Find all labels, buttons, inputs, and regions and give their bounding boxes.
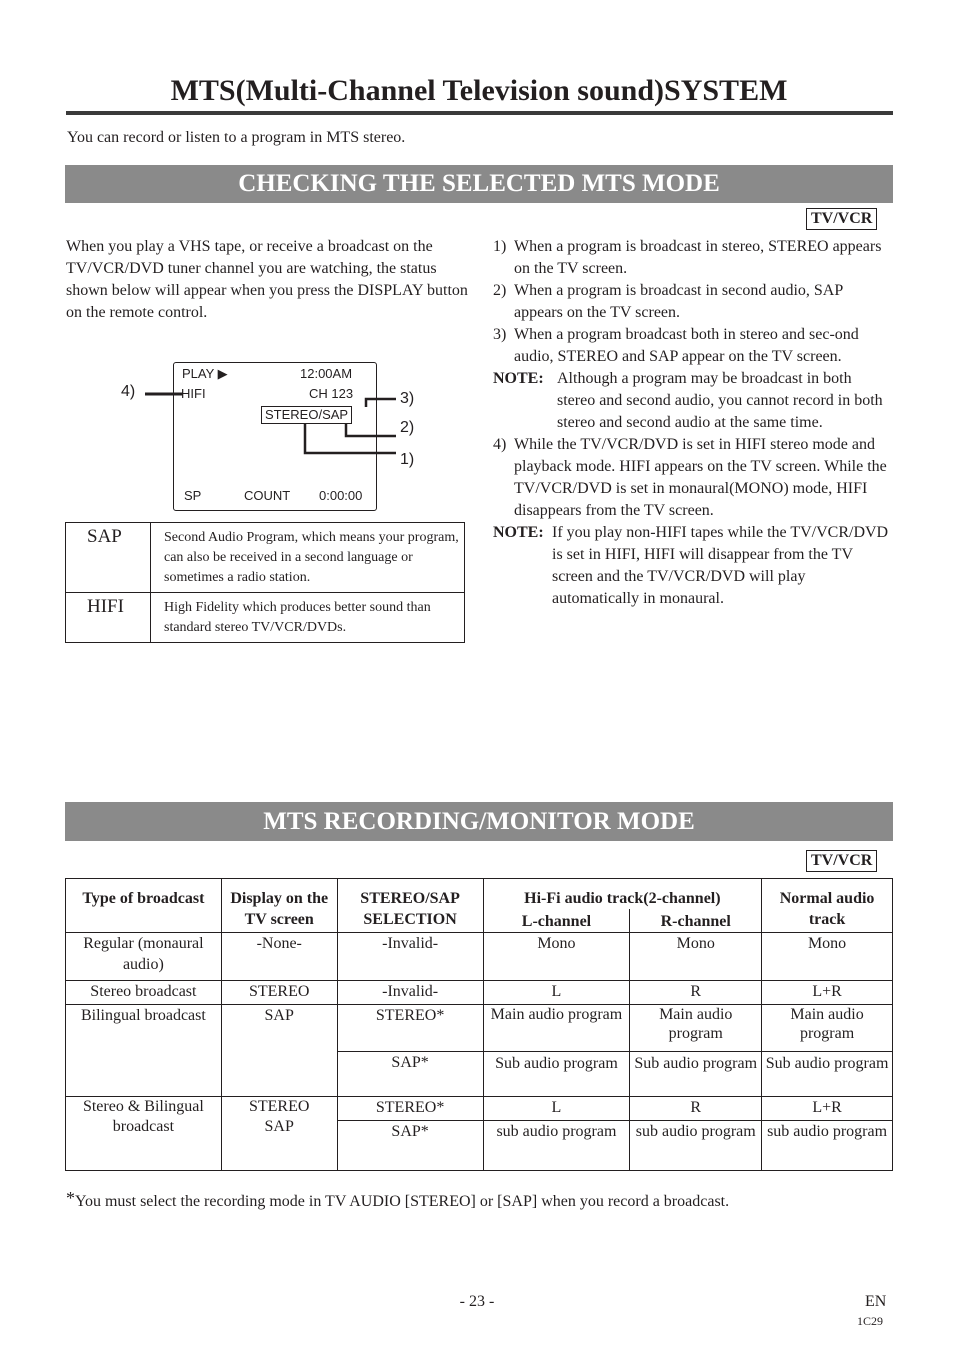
osd-hifi: HIFI: [181, 386, 206, 401]
callout-line-1: [305, 423, 396, 453]
list-item: 2) When a program is broadcast in second audio, SAP appears on the TV screen.: [493, 282, 843, 321]
table-row: [66, 981, 893, 1005]
cell-r: sub audio program: [630, 1121, 762, 1171]
glossary-table: [65, 522, 465, 643]
cell-r: Sub audio program: [630, 1052, 762, 1097]
osd-time: 12:00AM: [300, 366, 353, 381]
glossary-row: [66, 593, 465, 643]
tv-vcr-badge: TV/VCR: [806, 208, 877, 230]
cell-r: Main audio program: [630, 1005, 762, 1052]
table-row: [66, 933, 893, 981]
cell-display: [221, 1097, 337, 1171]
play-icon: ▶: [217, 366, 228, 381]
intro-text: You can record or listen to a program in MTS stereo.: [67, 129, 406, 146]
footnote: [66, 1188, 729, 1211]
cell-type: Stereo broadcast: [66, 981, 222, 1005]
mts-notes: [493, 236, 893, 610]
glossary-term: HIFI: [66, 593, 151, 643]
header-normal: Normal audio track: [762, 879, 893, 933]
callout-line-3: [366, 399, 396, 407]
cell-type: Bilingual broadcast: [66, 1005, 222, 1097]
callout-2: 2): [400, 419, 415, 436]
cell-l: Mono: [483, 933, 630, 981]
table-row: [66, 1005, 893, 1052]
callout-4: 4): [121, 383, 136, 400]
cell-r: R: [630, 981, 762, 1005]
cell-type: Regular (monaural audio): [66, 933, 222, 981]
page-number: - 23 -: [459, 1293, 495, 1310]
osd-play: PLAY ▶: [182, 366, 228, 381]
header-display: Display on the TV screen: [221, 879, 337, 933]
display-stereo: STEREO: [248, 1098, 310, 1115]
table-header-row: [66, 879, 893, 910]
display-instructions: When you play a VHS tape, or receive a broadcast on the TV/VCR/DVD tuner channel you are watching, the status shown below will appear when you press the DISPLAY button on the remote control.: [66, 238, 468, 321]
tv-vcr-badge: TV/VCR: [806, 850, 877, 872]
header-hifi: Hi-Fi audio track(2-channel): [483, 879, 762, 910]
list-item: 4) While the TV/VCR/DVD is set in HIFI stereo mode and playback mode. HIFI appears on the TV screen. While the TV/VCR/DVD is set in monaural(MONO) mode, HIFI disappears from the TV screen.: [493, 436, 887, 519]
osd-count: 0:00:00: [319, 488, 363, 503]
section-heading-recording: MTS RECORDING/MONITOR MODE: [65, 802, 893, 841]
cell-display: SAP: [221, 1005, 337, 1097]
display-sap: SAP: [264, 1118, 294, 1135]
header-selection: STEREO/SAP SELECTION: [337, 879, 483, 933]
table-row: [66, 1097, 893, 1121]
list-item: 1) When a program is broadcast in stereo, STEREO appears on the TV screen.: [493, 238, 882, 277]
cell-l: Main audio program: [483, 1005, 630, 1052]
callout-1: 1): [400, 451, 415, 468]
note: NOTE: Although a program may be broadcast in both stereo and second audio, you cannot record in both stereo and second audio at the same time.: [493, 370, 883, 431]
cell-selection: STEREO*: [337, 1005, 483, 1052]
glossary-term: SAP: [66, 523, 151, 593]
cell-l: Sub audio program: [483, 1052, 630, 1097]
cell-l: L: [483, 981, 630, 1005]
mts-mode-table: [65, 878, 893, 1171]
cell-display: -None-: [221, 933, 337, 981]
glossary-definition: High Fidelity which produces better sound than standard stereo TV/VCR/DVDs.: [151, 593, 465, 643]
header-r-channel: R-channel: [630, 909, 762, 933]
note: NOTE: If you play non-HIFI tapes while the TV/VCR/DVD is set in HIFI, HIFI will disappear from the TV screen and the TV/VCR/DVD will play automatically in monaural.: [493, 524, 889, 607]
glossary-row: [66, 523, 465, 593]
callout-line-2: [346, 423, 396, 436]
language-code: EN: [865, 1293, 887, 1310]
osd-stereo-sap: STEREO/SAP: [261, 406, 352, 424]
osd-count-label: COUNT: [244, 488, 291, 503]
osd-channel: CH 123: [309, 386, 354, 401]
cell-normal: Sub audio program: [762, 1052, 893, 1097]
cell-l: sub audio program: [483, 1121, 630, 1171]
cell-r: R: [630, 1097, 762, 1121]
list-item: 3) When a program broadcast both in stereo and sec-ond audio, STEREO and SAP appear on the TV screen.: [493, 326, 859, 365]
footnote-mark: *: [66, 1188, 75, 1208]
cell-r: Mono: [630, 933, 762, 981]
cell-normal: Main audio program: [762, 1005, 893, 1052]
cell-selection: SAP*: [337, 1052, 483, 1097]
cell-display: STEREO: [221, 981, 337, 1005]
cell-l: L: [483, 1097, 630, 1121]
cell-type: Stereo & Bilingual broadcast: [66, 1097, 222, 1171]
cell-selection: -Invalid-: [337, 933, 483, 981]
cell-normal: Mono: [762, 933, 893, 981]
cell-normal: sub audio program: [762, 1121, 893, 1171]
cell-selection: SAP*: [337, 1121, 483, 1171]
callout-3: 3): [400, 390, 415, 407]
glossary-definition: Second Audio Program, which means your program, can also be received in a second language or sometimes a radio station.: [151, 523, 465, 593]
osd-sp: SP: [184, 488, 202, 503]
document-code: 1C29: [857, 1314, 884, 1328]
header-l-channel: L-channel: [483, 909, 630, 933]
cell-normal: L+R: [762, 1097, 893, 1121]
footnote-text: You must select the recording mode in TV AUDIO [STEREO] or [SAP] when you record a broadcast.: [75, 1193, 730, 1210]
section-heading-checking: CHECKING THE SELECTED MTS MODE: [65, 165, 893, 203]
cell-selection: STEREO*: [337, 1097, 483, 1121]
cell-normal: L+R: [762, 981, 893, 1005]
page-title: MTS(Multi-Channel Television sound)SYSTEM: [170, 74, 788, 107]
cell-selection: -Invalid-: [337, 981, 483, 1005]
header-type: Type of broadcast: [66, 879, 222, 933]
